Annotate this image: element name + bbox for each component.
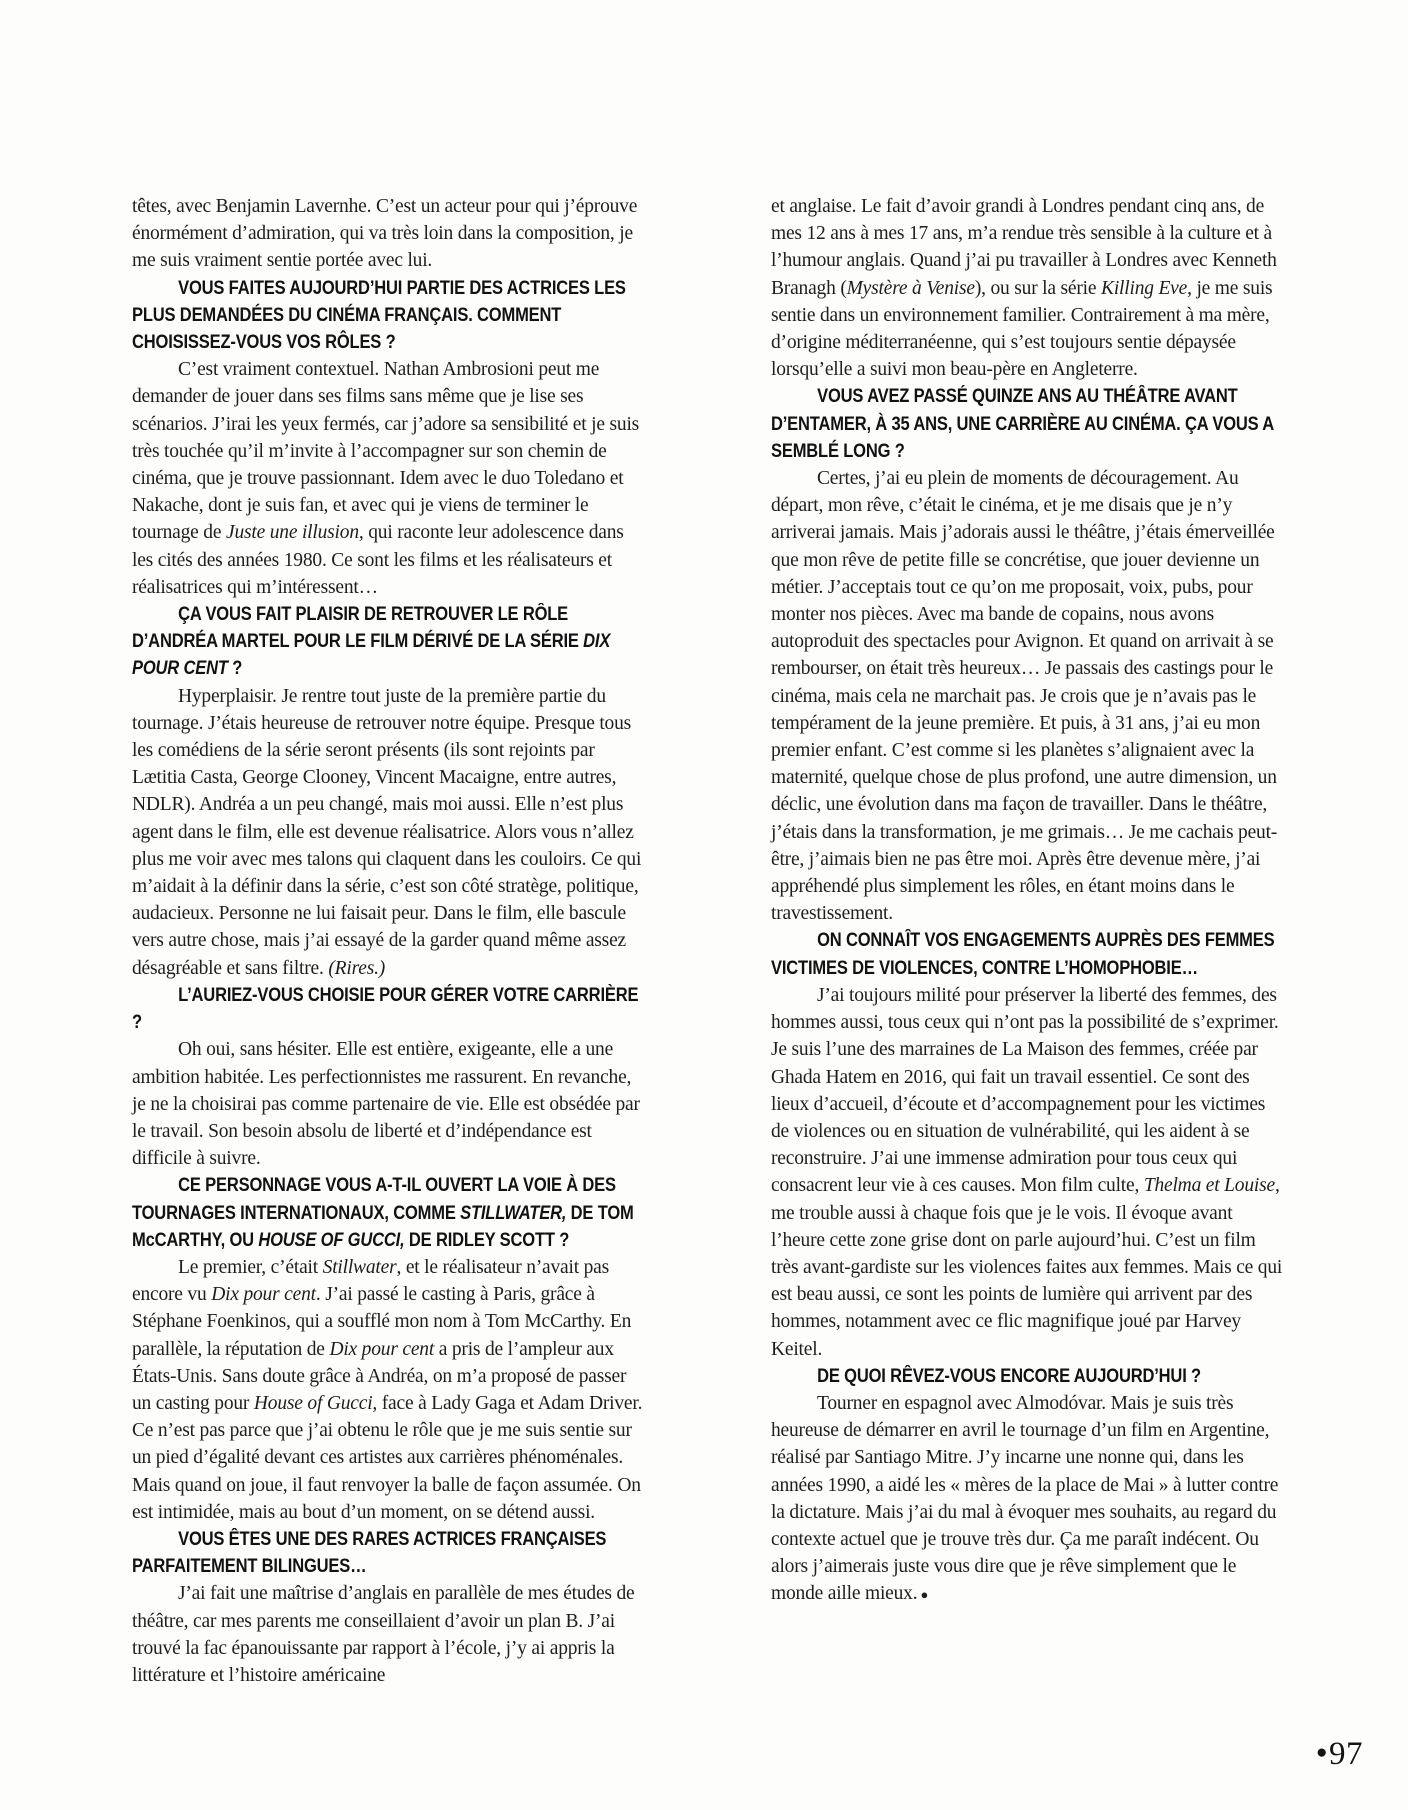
interview-answer bbox=[771, 193, 1284, 383]
text-run: (Rires.) bbox=[328, 957, 386, 979]
interview-answer bbox=[132, 1254, 645, 1526]
interview-question bbox=[132, 1526, 645, 1580]
interview-answer bbox=[132, 193, 645, 275]
text-run: Dix pour cent bbox=[211, 1284, 316, 1306]
text-run: STILLWATER, bbox=[460, 1202, 567, 1224]
text-run: , et le réalisateur n’avait pas encore vu bbox=[132, 1256, 610, 1306]
text-run: , me trouble aussi à chaque fois que je le vois. Il évoque avant l’heure cette zone grise dont on parle aujourd’hui. C’est un film très avant-gardiste sur les violences faites aux femmes. Mais ce qui est beau aussi, ce sont les points de lumière qui arrivent par des hommes, notamment avec ce flic magnifique joué par Harvey Keitel. bbox=[771, 1175, 1283, 1360]
text-run: DE QUOI RÊVEZ-VOUS ENCORE AUJOURD’HUI ? bbox=[817, 1365, 1201, 1387]
text-run: J’ai toujours milité pour préserver la liberté des femmes, des hommes aussi, tous ceux qui n’ont pas la possibilité de s’exprimer. Je suis l’une des marraines de La Maison des femmes, créée par Ghada Hatem en 2016, qui fait un travail essentiel. Ce sont des lieux d’accueil, d’écoute et d’accompagnement pour les victimes de violences ou en situation de vulnérabilité, qui les aident à se reconstruire. J’ai une immense admiration pour tous ceux qui consacrent leur vie à ces causes. Mon film culte, bbox=[771, 984, 1279, 1197]
text-run: DIX POUR CENT bbox=[132, 631, 611, 680]
interview-answer bbox=[771, 982, 1284, 1363]
text-run: Killing Eve bbox=[1101, 277, 1188, 299]
page-number-value: 97 bbox=[1329, 1736, 1363, 1772]
text-run: Tourner en espagnol avec Almodóvar. Mais je suis très heureuse de démarrer en avril le tournage d’un film en Argentine, réalisé par Santiago Mitre. J’y incarne une nonne qui, dans les années 1990, a aidé les « mères de la place de Mai » à lutter contre la dictature. Mais j’ai du mal à évoquer mes souhaits, au regard du contexte actuel que je trouve très dur. Ça me paraît indécent. Ou alors j’aimerais juste vous dire que je rêve simplement que le monde aille mieux. bbox=[771, 1392, 1279, 1605]
text-run: Le premier, c’était bbox=[178, 1256, 323, 1278]
page-number-bullet-icon: ● bbox=[1316, 1742, 1328, 1763]
text-run: qui raconte leur adolescence dans les cités des années 1980. Ce sont les films et les réalisateurs et réalisatrices qui m’intéressent… bbox=[132, 522, 624, 598]
article-column-left bbox=[132, 193, 645, 1689]
text-run: DE RIDLEY SCOTT ? bbox=[404, 1229, 570, 1251]
text-run: House of Gucci, bbox=[253, 1392, 378, 1414]
text-run: C’est vraiment contextuel. Nathan Ambrosioni peut me demander de jouer dans ses films sans même que je lise ses scénarios. J’irai les yeux fermés, car j’adore sa sensibilité et je suis très touchée qu’il m’invite à l’accompagner sur son chemin de cinéma, que je trouve passionnant. Idem avec le duo Toledano et Nakache, dont je suis fan, et avec qui je viens de terminer le tournage de bbox=[132, 359, 640, 544]
text-run: Dix pour cent bbox=[329, 1338, 435, 1360]
article-columns bbox=[132, 193, 1284, 1689]
text-run: ON CONNAÎT VOS ENGAGEMENTS AUPRÈS DES FEMMES VICTIMES DE VIOLENCES, CONTRE L’HOMOPHOBIE… bbox=[771, 930, 1275, 979]
text-run: HOUSE OF GUCCI, bbox=[258, 1229, 405, 1251]
text-run: face à Lady Gaga et Adam Driver. Ce n’est pas parce que j’ai obtenu le rôle que je me suis sentie sur un pied d’égalité devant ces artistes aux carrières phénoménales. Mais quand on joue, il faut renvoyer la balle de façon assumée. On est intimidée, mais au bout d’un moment, on se détend aussi. bbox=[132, 1392, 643, 1523]
text-run: . J’ai passé le casting à Paris, grâce à Stéphane Foenkinos, qui a soufflé mon nom à Tom McCarthy. En parallèle, la réputation de bbox=[132, 1284, 632, 1360]
text-run: têtes, avec Benjamin Lavernhe. C’est un acteur pour qui j’éprouve énormément d’admiration, qui va très loin dans la composition, je me suis vraiment sentie portée avec lui. bbox=[132, 196, 638, 272]
text-run: Oh oui, sans hésiter. Elle est entière, exigeante, elle a une ambition habitée. Les perfectionnistes me rassurent. En revanche, je ne la choisirai pas comme partenaire de vie. Elle est obsédée par le travail. Son besoin absolu de liberté et d’indépendance est difficile à suivre. bbox=[132, 1039, 640, 1170]
interview-answer bbox=[132, 1580, 645, 1689]
text-run: , je me suis sentie dans un environnement familier. Contrairement à ma mère, d’origine méditerranéenne, qui s’est toujours sentie dépaysée lorsqu’elle a suivi mon beau-père en Angleterre. bbox=[771, 277, 1273, 381]
text-run: CE PERSONNAGE VOUS A-T-IL OUVERT LA VOIE À DES TOURNAGES INTERNATIONAUX, COMME bbox=[132, 1175, 616, 1224]
text-run: ÇA VOUS FAIT PLAISIR DE RETROUVER LE RÔLE D’ANDRÉA MARTEL POUR LE FILM DÉRIVÉ DE LA SÉRIE bbox=[132, 604, 584, 653]
text-run: J’ai fait une maîtrise d’anglais en parallèle de mes études de théâtre, car mes parents me conseillaient d’avoir un plan B. J’ai trouvé la fac épanouissante par rapport à l’école, j’y ai appris la littérature et l’histoire américaine bbox=[132, 1583, 635, 1686]
interview-question bbox=[132, 982, 645, 1036]
text-run: a pris de l’ampleur aux États-Unis. Sans doute grâce à Andréa, on m’a proposé de passer un casting pour bbox=[132, 1338, 627, 1414]
text-run: Certes, j’ai eu plein de moments de découragement. Au départ, mon rêve, c’était le cinéma, et je me disais que je n’y arriverai jamais. Mais j’adorais aussi le théâtre, j’étais émerveillée que mon rêve de petite fille se concrétise, que jouer devienne un métier. J’acceptais tout ce qu’on me proposait, voix, pubs, pour monter nos pièces. Avec ma bande de copains, nous avons autoproduit des spectacles pour Avignon. Et quand on arrivait à se rembourser, on était très heureux… Je passais des castings pour le cinéma, mais cela ne marchait pas. Je crois que je n’avais pas le tempérament de la jeune première. Et puis, à 31 ans, j’ai eu mon premier enfant. C’est comme si les planètes s’alignaient avec la maternité, quelque chose de plus profond, une autre dimension, un déclic, une évolution dans ma façon de travailler. Dans le théâtre, j’étais dans la transformation, je me grimais… Je me cachais peut-être, j’aimais bien ne pas être moi. Après être devenue mère, j’ai appréhendé plus simplement les rôles, en étant moins dans le travestissement. bbox=[771, 468, 1278, 925]
end-of-article-bullet-icon: ● bbox=[917, 1587, 929, 1603]
text-run: DE TOM McCARTHY, OU bbox=[132, 1202, 634, 1251]
interview-question bbox=[132, 275, 645, 357]
article-column-right bbox=[771, 193, 1284, 1689]
text-run: L’AURIEZ-VOUS CHOISIE POUR GÉRER VOTRE CARRIÈRE ? bbox=[132, 984, 639, 1034]
interview-answer bbox=[771, 465, 1284, 927]
text-run: Stillwater bbox=[322, 1256, 397, 1278]
text-run: ? bbox=[227, 658, 243, 680]
text-run: VOUS ÊTES UNE DES RARES ACTRICES FRANÇAISES PARFAITEMENT BILINGUES… bbox=[132, 1528, 607, 1578]
text-run: ), ou sur la série bbox=[974, 277, 1102, 299]
interview-question bbox=[132, 601, 645, 683]
interview-question bbox=[771, 1363, 1284, 1390]
text-run: Mystère à Venise bbox=[846, 277, 975, 299]
text-run: VOUS AVEZ PASSÉ QUINZE ANS AU THÉÂTRE AVANT D’ENTAMER, À 35 ANS, UNE CARRIÈRE AU CINÉMA. ÇA VOUS A SEMBLÉ LONG ? bbox=[771, 386, 1274, 462]
interview-question bbox=[132, 1172, 645, 1254]
text-run: et anglaise. Le fait d’avoir grandi à Londres pendant cinq ans, de mes 12 ans à mes 17 ans, m’a rendue très sensible à la culture et à l’humour anglais. Quand j’ai pu travailler à Londres avec Kenneth Branagh ( bbox=[771, 196, 1277, 299]
interview-answer bbox=[132, 683, 645, 982]
page-number bbox=[1316, 1736, 1363, 1773]
interview-question bbox=[771, 927, 1284, 981]
text-run: Thelma et Louise bbox=[1143, 1175, 1275, 1197]
text-run: VOUS FAITES AUJOURD’HUI PARTIE DES ACTRICES LES PLUS DEMANDÉES DU CINÉMA FRANÇAIS. COMMENT CHOISISSEZ-VOUS VOS RÔLES ? bbox=[132, 277, 626, 354]
interview-question bbox=[771, 383, 1284, 465]
interview-answer bbox=[132, 1036, 645, 1172]
interview-answer bbox=[771, 1390, 1284, 1609]
text-run: Hyperplaisir. Je rentre tout juste de la première partie du tournage. J’étais heureuse de retrouver notre équipe. Presque tous les comédiens de la série seront présents (ils sont rejoints par Lætitia Casta, George Clooney, Vincent Macaigne, entre autres, NDLR). Andréa a un peu changé, mais moi aussi. Elle n’est plus agent dans le film, elle est devenue réalisatrice. Alors vous n’allez plus me voir avec mes talons qui claquent dans les couloirs. Ce qui m’aidait à la définir dans la série, c’est son côté stratège, politique, audacieux. Personne ne lui faisait peur. Dans le film, elle bascule vers autre chose, mais j’ai essayé de la garder quand même assez désagréable et sans filtre. bbox=[132, 685, 642, 979]
interview-answer bbox=[132, 356, 645, 601]
text-run: Juste une illusion, bbox=[225, 522, 364, 544]
